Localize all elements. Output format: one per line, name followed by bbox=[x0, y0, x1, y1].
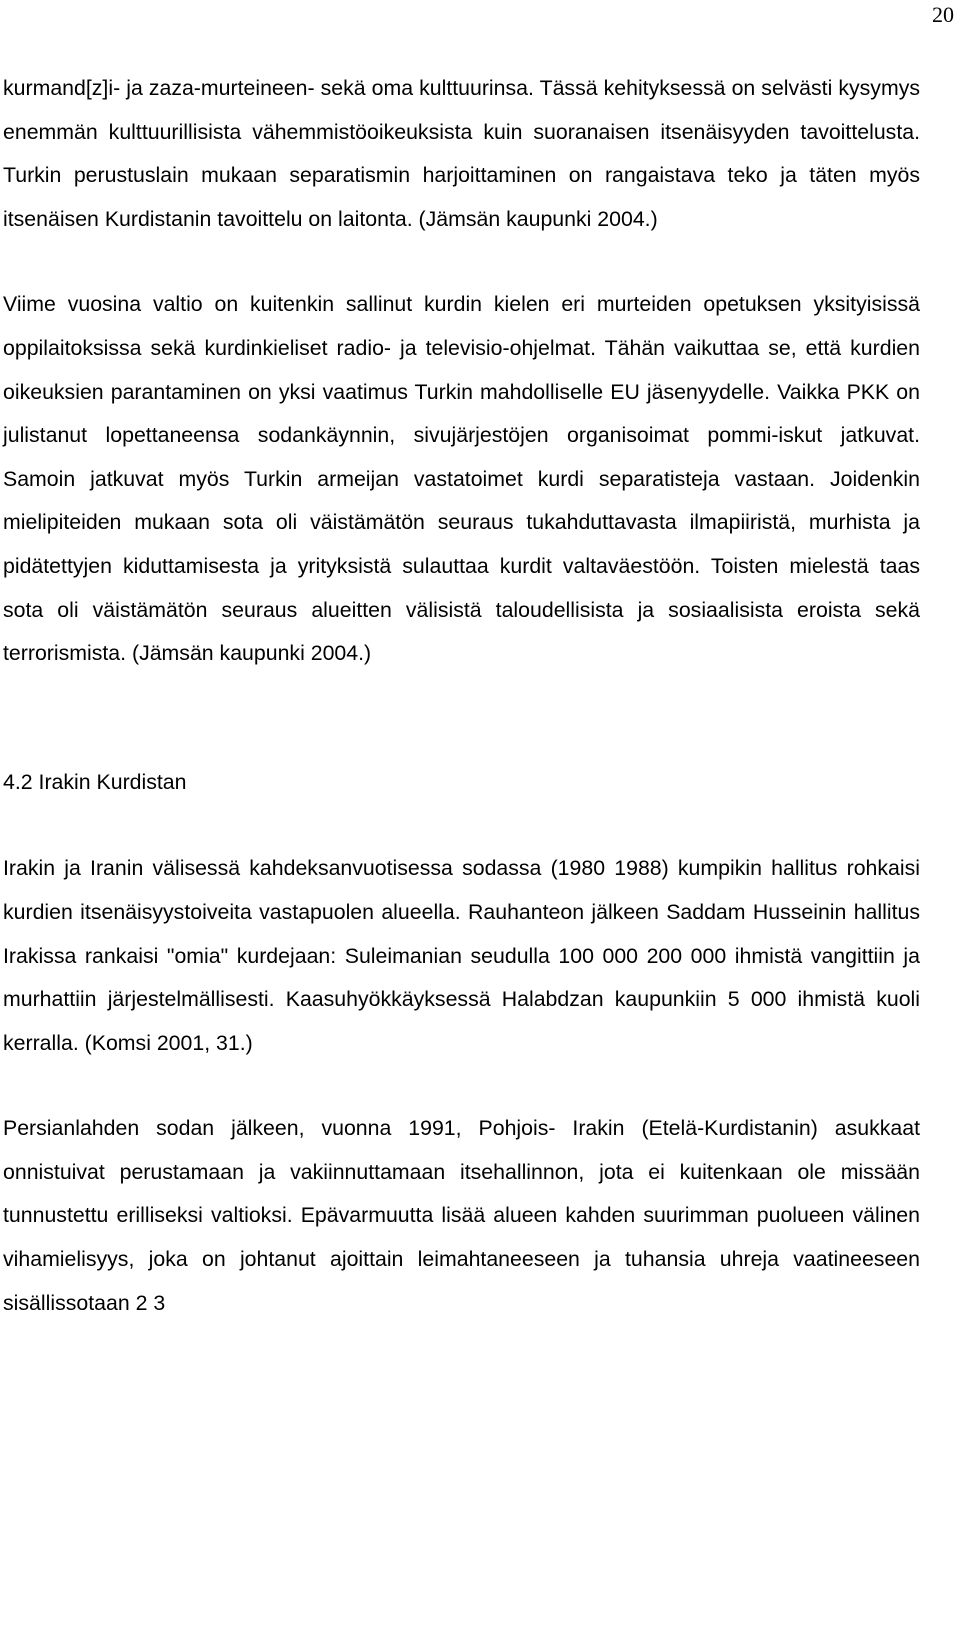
paragraph-turkey-conflict: Viime vuosina valtio on kuitenkin sallinut kurdin kielen eri murteiden opetuksen yksityisissä oppilaitoksissa sekä kurdinkieliset radio- ja televisio-ohjelmat. Tähän vaikuttaa se, että kurdien oikeuksien parantaminen on yksi vaatimus Turkin mahdolliselle EU jäsenyydelle. Vaikka PKK on julistanut lopettaneensa sodankäynnin, sivujärjestöjen organisoimat pommi-iskut jatkuvat. Samoin jatkuvat myös Turkin armeijan vastatoimet kurdi separatisteja vastaan. Joidenkin mielipiteiden mukaan sota oli väistämätön seuraus tukahduttavasta ilmapiiristä, murhista ja pidätettyjen kiduttamisesta ja yrityksistä sulauttaa kurdit valtaväestöön. Toisten mielestä taas sota oli väistämätön seuraus alueitten välisistä taloudellisista ja sosiaalisista eroista sekä terrorismista. (Jämsän kaupunki 2004.) bbox=[3, 292, 920, 666]
paragraph-iraq-war: Irakin ja Iranin välisessä kahdeksanvuotisessa sodassa (1980 1988) kumpikin hallitus rohkaisi kurdien itsenäisyystoiveita vastapuolen alueella. Rauhanteon jälkeen Saddam Husseinin hallitus Irakissa rankaisi "omia" kurdejaan: Suleimanian seudulla 100 000 200 000 ihmistä vangittiin ja murhattiin järjestelmällisesti. Kaasuhyökkäyksessä Halabdzan kaupunkiin 5 000 ihmistä kuoli kerralla. (Komsi 2001, 31.) bbox=[3, 856, 920, 1055]
page-number: 20 bbox=[932, 2, 954, 27]
paragraph-turkey-culture: kurmand[z]i- ja zaza-murteineen- sekä oma kulttuurinsa. Tässä kehityksessä on selvästi kysymys enemmän kulttuurillisista vähemmistöoikeuksista kuin suoranaisen itsenäisyyden tavoittelusta. Turkin perustuslain mukaan separatismin harjoittaminen on rangaistava teko ja täten myös itsenäisen Kurdistanin tavoittelu on laitonta. (Jämsän kaupunki 2004.) bbox=[3, 76, 920, 231]
section-heading: 4.2 Irakin Kurdistan bbox=[3, 769, 187, 794]
document-body bbox=[3, 67, 920, 1325]
paragraph-gulf-war: Persianlahden sodan jälkeen, vuonna 1991, Pohjois- Irakin (Etelä-Kurdistanin) asukkaat onnistuivat perustamaan ja vakiinnuttamaan itsehallinnon, jota ei kuitenkaan ole missään tunnustettu erilliseksi valtioksi. Epävarmuutta lisää alueen kahden suurimman puolueen välinen vihamielisyys, joka on johtanut ajoittain leimahtaneeseen ja tuhansia uhreja vaatineeseen sisällissotaan 2 3 bbox=[3, 1116, 920, 1315]
